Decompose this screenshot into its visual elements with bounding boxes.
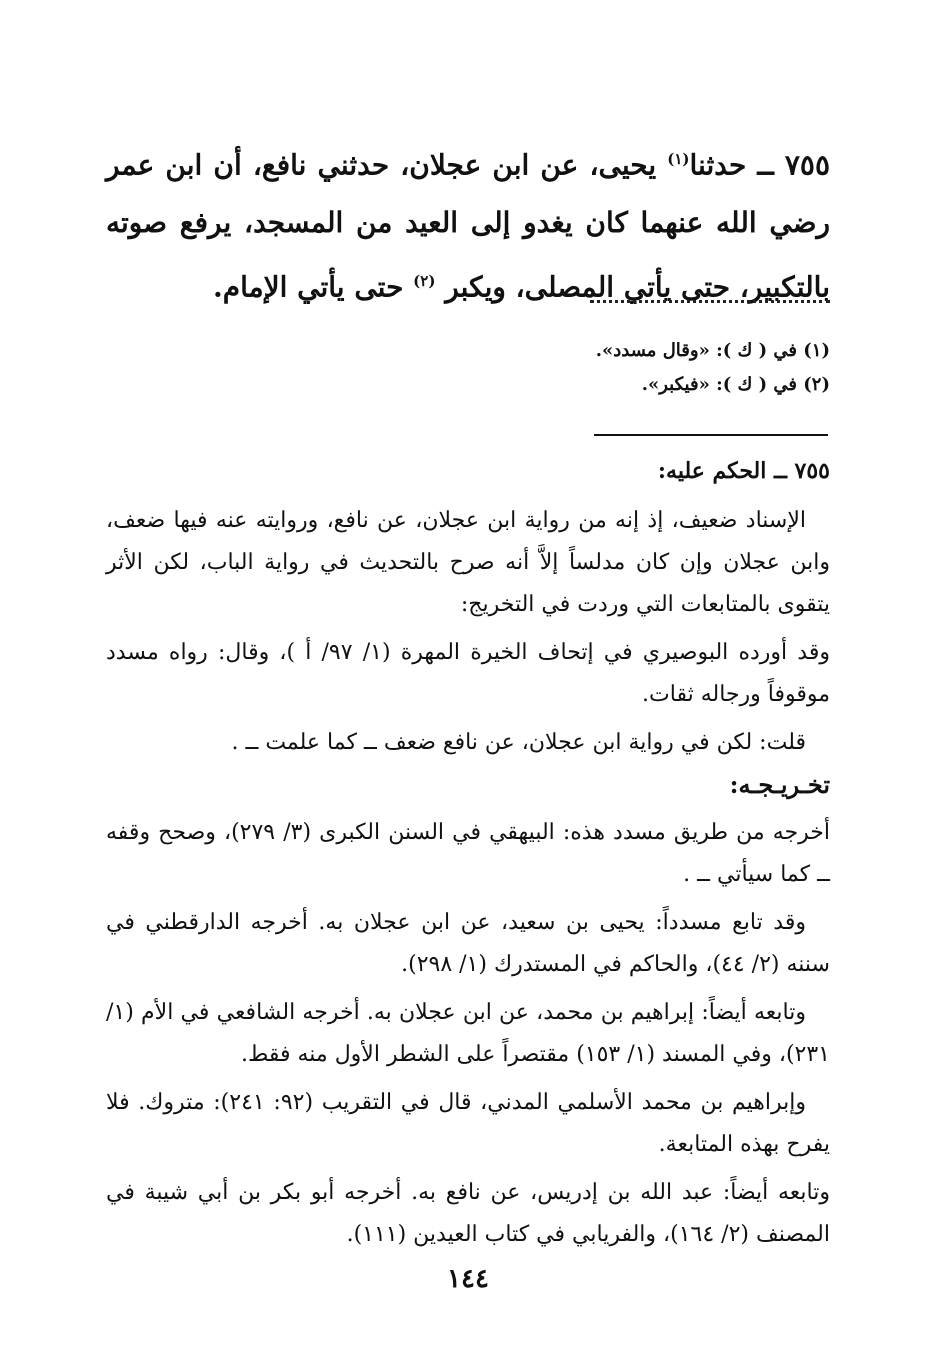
paragraph: وقد تابع مسدداً: يحيى بن سعيد، عن ابن عجلان به. أخرجه الدارقطني في سننه (٢/ ٤٤)، والحاكم في المستدرك (١/ ٢٩٨). xyxy=(106,910,830,977)
footnote: (٢) في ( ك ): «فيكبر». xyxy=(641,374,830,395)
hadith-text-part: يحيى، عن ابن عجلان، حدثني نافع، أن ابن عمر رضي الله عنهما كان يغدو إلى العيد من المسجد، يرفع صوته بالتكبير، حتى يأتي المصلى، ويكبر xyxy=(106,148,830,304)
paragraph: الإسناد ضعيف، إذ إنه من رواية ابن عجلان، عن نافع، وروايته عنه فيها ضعف، وابن عجلان وإن كان مدلساً إلاَّ أنه صرح بالتحديث في رواية الباب، لكن الأثر يتقوى بالمتابعات التي وردت في التخريج: xyxy=(106,508,830,617)
takhrij-section xyxy=(106,812,830,1262)
paragraph: وقد أورده البوصيري في إتحاف الخيرة المهرة (١/ ٩٧/ أ )، وقال: رواه مسدد موقوفاً ورجاله ثقات. xyxy=(106,640,830,707)
hadith-text-part: ــ حدثنا xyxy=(689,148,774,182)
footnote: (١) في ( ك ): «وقال مسدد». xyxy=(595,340,830,361)
paragraph: قلت: لكن في رواية ابن عجلان، عن نافع ضعف ــ كما علمت ــ . xyxy=(231,730,806,755)
ruling-heading: ٧٥٥ ــ الحكم عليه: xyxy=(657,458,830,484)
hadith-number: ٧٥٥ xyxy=(784,148,831,182)
hadith-text-part: حتى يأتي الإمام. xyxy=(213,270,414,304)
paragraph: وتابعه أيضاً: إبراهيم بن محمد، عن ابن عجلان به. أخرجه الشافعي في الأم (١/ ٢٣١)، وفي المسند (١/ ١٥٣) مقتصراً على الشطر الأول منه فقط. xyxy=(106,1000,830,1067)
footnote-marker: (١) xyxy=(667,150,690,168)
paragraph: وإبراهيم بن محمد الأسلمي المدني، قال في التقريب (٩٢: ٢٤١): متروك. فلا يفرح بهذه المتابعة. xyxy=(106,1090,830,1157)
footnote-separator xyxy=(590,300,830,303)
takhrij-heading: تخـريـجـه: xyxy=(729,770,830,799)
paragraph: أخرجه من طريق مسدد هذه: البيهقي في السنن الكبرى (٣/ ٢٧٩)، وصحح وقفه ــ كما سيأتي ــ . xyxy=(106,820,830,887)
hadith-text xyxy=(106,130,830,317)
paragraph: وتابعه أيضاً: عبد الله بن إدريس، عن نافع به. أخرجه أبو بكر بن أبي شيبة في المصنف (٢/ ١٦٤)، والفريابي في كتاب العيدين (١١١). xyxy=(106,1180,830,1247)
section-divider xyxy=(594,434,828,436)
page-number: ١٤٤ xyxy=(447,1264,489,1294)
footnote-marker: (٢) xyxy=(413,272,436,291)
ruling-section xyxy=(106,500,830,770)
